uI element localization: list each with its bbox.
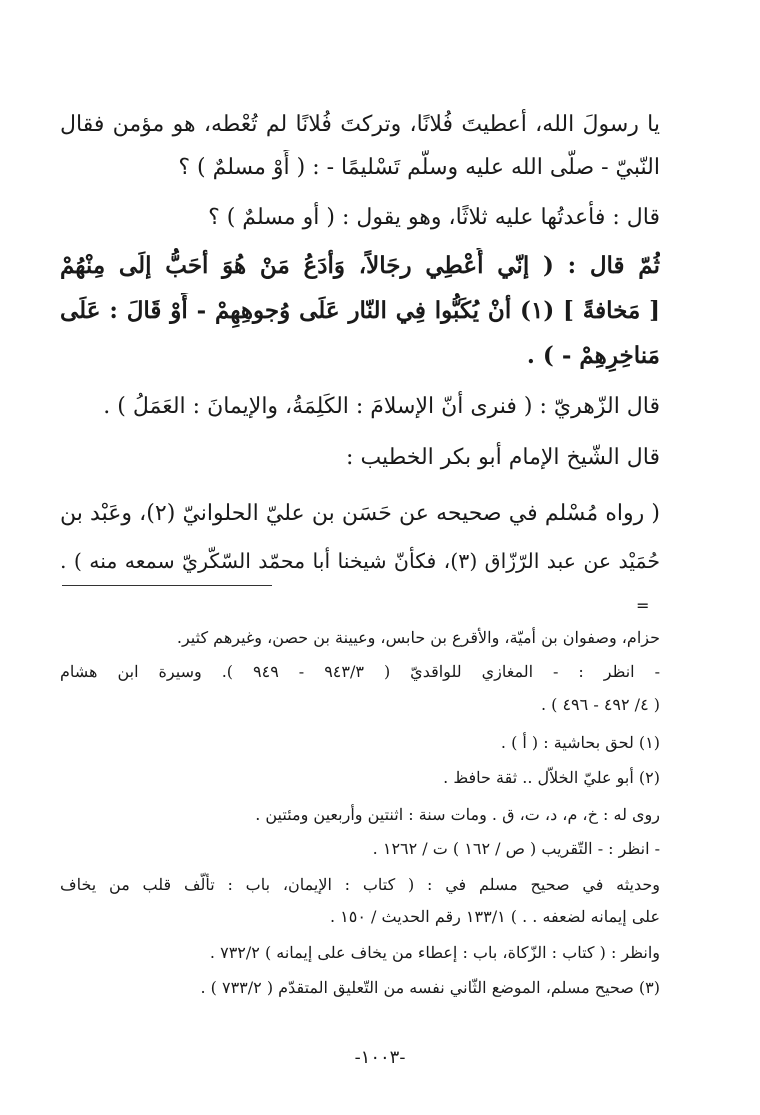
footnote-line: وحديثه في صحيح مسلم في : ( كتاب : الإيمان، باب : تألّف قلب من يخاف: [60, 875, 660, 894]
footnote-line: وانظر : ( كتاب : الزّكاة، باب : إعطاء من يخاف على إيمانه ) ٧٣٢/٢ .: [209, 943, 660, 962]
body-line-9: ( رواه مُسْلم في صحيحه عن حَسَن بن عليّ الحلوانيّ (٢)، وعَبْد بن: [60, 501, 660, 526]
body-line-3: قال : فأعدتُها عليه ثلاثًا، وهو يقول : ( أو مسلمٌ ) ؟: [208, 205, 660, 230]
footnote-line: - انظر : - التّقريب ( ص / ١٦٢ ) ت / ١٢٦٢ .: [372, 839, 660, 858]
footnote-line: ( ٤/ ٤٩٢ - ٤٩٦ ) .: [540, 695, 660, 714]
continuation-mark: =: [636, 596, 650, 615]
body-line-2: النّبيّ - صلّى الله عليه وسلّم تَسْليمًا - : ( أَوْ مسلمٌ ) ؟: [178, 155, 660, 180]
footnote-line: [60, 659, 660, 685]
body-line-8: قال الشّيخ الإمام أبو بكر الخطيب :: [346, 445, 660, 470]
body-line-5: [ مَخافةً ] (١) أنْ يُكَبُّوا فِي النّار عَلَى وُجوهِهِمْ - أَوْ قَالَ : عَلَى: [60, 297, 660, 324]
page-number: -١٠٠٣-: [354, 1047, 406, 1068]
footnote-line: على إيمانه لضعفه . . ) ١٣٣/١ رقم الحديث / ١٥٠ .: [330, 907, 660, 926]
footnote-line: روى له : خ، م، د، ت، ق . ومات سنة : اثنتين وأربعين ومئتين .: [255, 805, 660, 824]
body-line-1: يا رسولَ الله، أعطيتَ فُلانًا، وتركتَ فُلانًا لم تُعْطه، هو مؤمن فقال: [60, 112, 660, 137]
footnote-line: حزام، وصفوان بن أميّة، والأقرع بن حابس، وعيينة بن حصن، وغيرهم كثير.: [176, 628, 660, 647]
footnote-line: (١) لحق بحاشية : ( أ ) .: [500, 733, 660, 752]
footnote-text: - انظر : - المغازي للواقديّ ( ٩٤٣/٣ - ٩٤٩ ). وسيرة ابن هشام: [60, 662, 660, 681]
footnote-line: (٣) صحيح مسلم، الموضع الثّاني نفسه من التّعليق المتقدّم ( ٧٣٣/٢ ) .: [200, 978, 660, 997]
body-line-4: ثُمّ قال : ( إنّي أُعْطِي رجَالاً، وَأدَعُ مَنْ هُوَ أحَبُّ إلَى مِنْهُمْ: [60, 252, 660, 279]
footnote-line: (٢) أبو عليّ الخلاّل .. ثقة حافظ .: [443, 768, 660, 787]
body-line-10: حُمَيْد عن عبد الرّزّاق (٣)، فكأنّ شيخنا أبا محمّد السّكّريّ سمعه منه ) .: [60, 549, 660, 573]
footnote-separator: [62, 585, 272, 586]
body-line-7: قال الزّهريّ : ( فنرى أنّ الإسلامَ : الكَلِمَةُ، والإيمانَ : العَمَلُ ) .: [103, 394, 660, 419]
body-line-6: مَناخِرِهِمْ - ) .: [526, 342, 660, 369]
